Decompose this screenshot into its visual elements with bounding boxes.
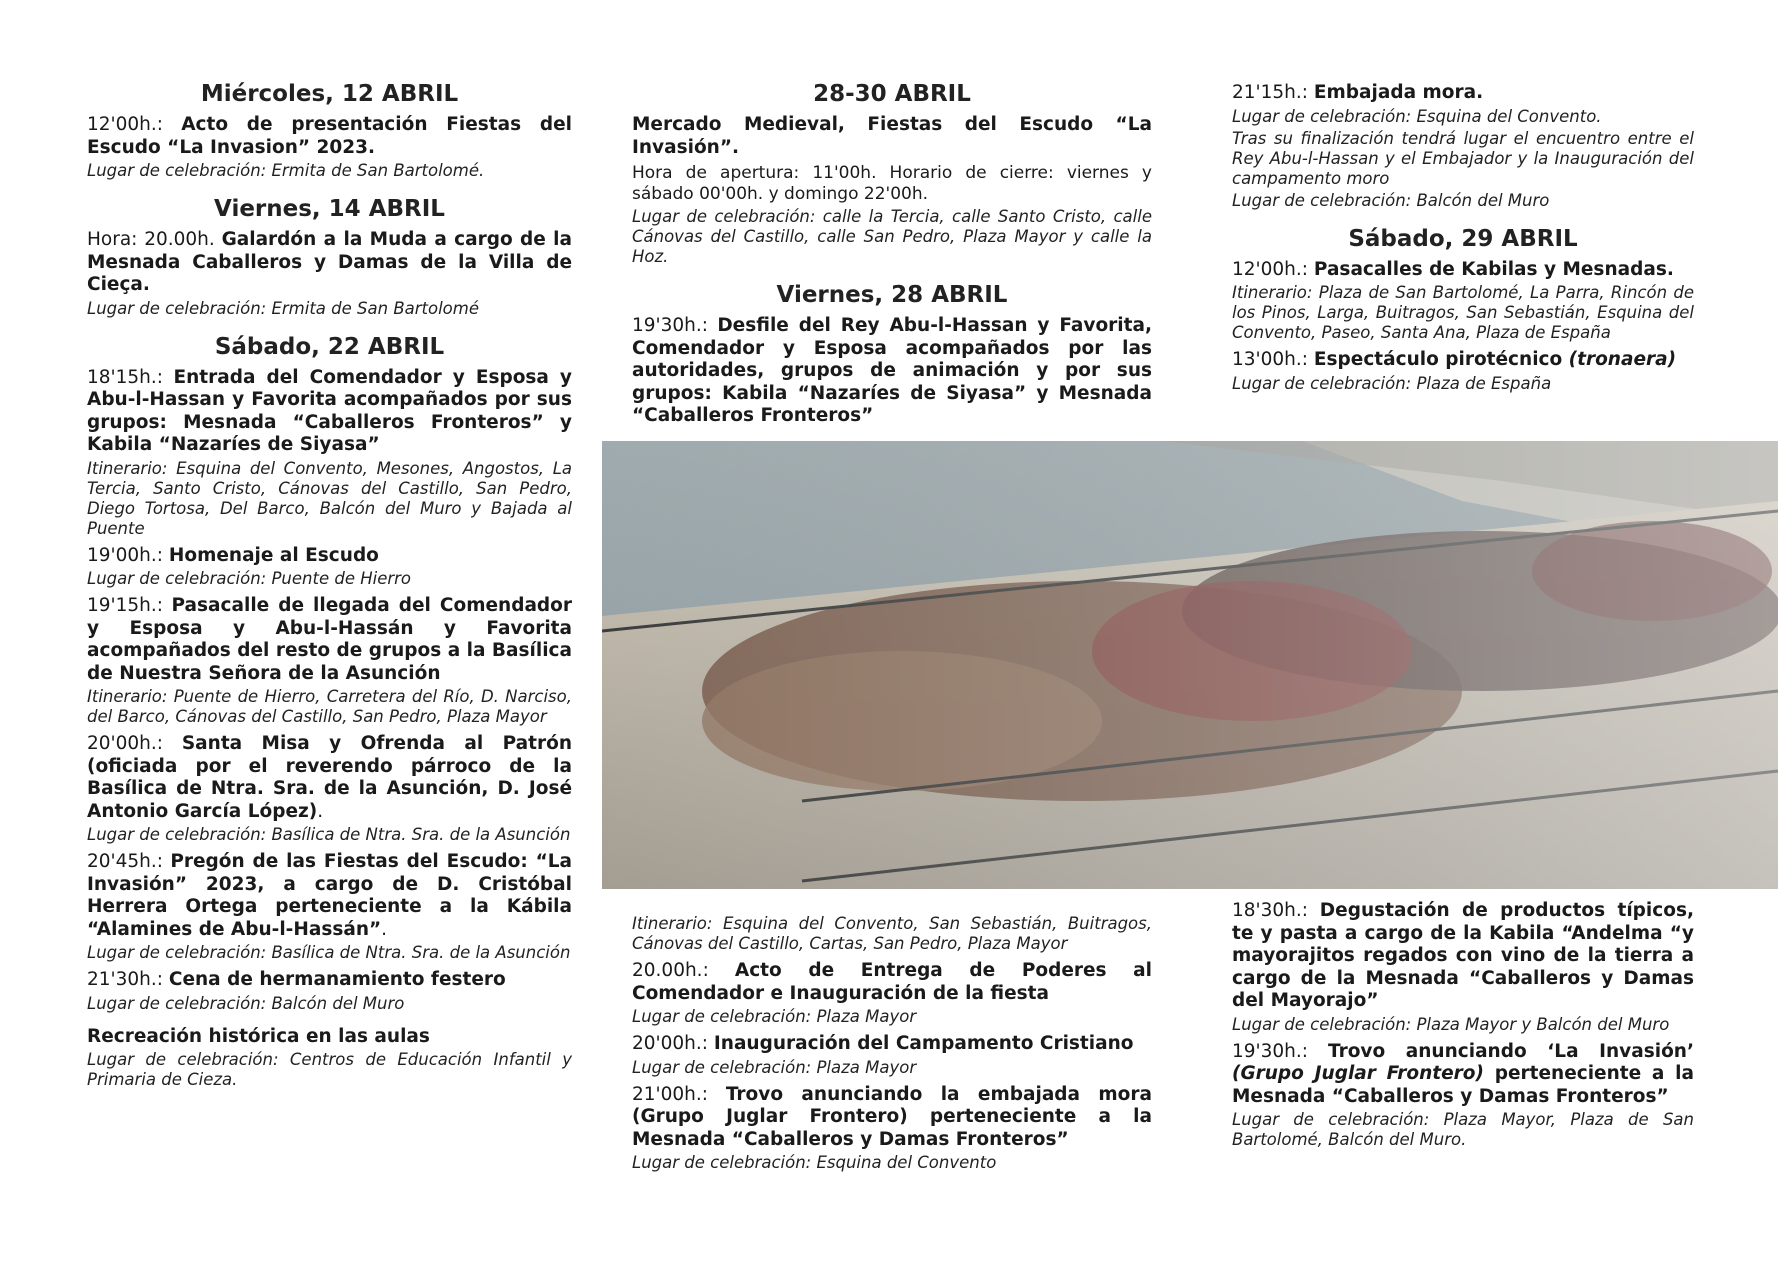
event-location: Lugar de celebración: Basílica de Ntra. Sra. de la Asunción	[87, 943, 571, 962]
event-title-italic: (Grupo Juglar Frontero)	[1232, 1063, 1484, 1084]
event-title: Inauguración del Campamento Cristiano	[713, 1033, 1134, 1054]
event-time: 12'00h.:	[87, 114, 182, 135]
day-heading: 28-30 ABRIL	[813, 81, 971, 107]
event-entry	[632, 315, 1152, 428]
column-left	[87, 80, 572, 1096]
event-entry	[87, 367, 572, 539]
event-time: 18'30h.:	[1232, 900, 1320, 921]
event-location: Lugar de celebración: Plaza de España	[1232, 373, 1552, 393]
day-heading: Miércoles, 12 ABRIL	[200, 81, 459, 107]
event-title: perteneciente a la Mesnada “Caballeros y Damas Fronteros”	[1232, 1063, 1694, 1107]
event-location: Lugar de celebración: Ermita de San Bartolomé	[87, 298, 480, 318]
event-entry	[632, 1033, 1152, 1078]
event-title: Galardón a la Muda a cargo de la Mesnada Caballeros y Damas de la Villa de Cieça.	[87, 229, 572, 295]
event-time: Hora: 20.00h.	[87, 229, 222, 250]
bridge-parade-image	[602, 441, 1778, 889]
event-title: Trovo anunciando ‘La Invasión’	[1328, 1040, 1694, 1062]
event-itinerary: Itinerario: Esquina del Convento, San Sebastián, Buitragos, Cánovas del Castillo, Cartas, San Pedro, Plaza Mayor	[632, 914, 1152, 953]
event-title-italic: (tronaera)	[1568, 349, 1677, 370]
day-heading: Viernes, 14 ABRIL	[214, 196, 445, 222]
event-time: 19'00h.:	[87, 544, 169, 566]
event-time: 20'00h.:	[632, 1033, 714, 1054]
event-hours: Hora de apertura: 11'00h. Horario de cierre: viernes y sábado 00'00h. y domingo 22'00h.	[632, 163, 1152, 204]
event-time: 19'30h.:	[1232, 1040, 1329, 1062]
event-title: Homenaje al Escudo	[168, 544, 379, 566]
event-time: 13'00h.:	[1232, 349, 1314, 370]
event-entry	[87, 1026, 572, 1091]
event-title: Santa Misa y Ofrenda al Patrón (oficiada por el reverendo párroco de la Basílica de Ntra. Sra. de la Asunción, D. José Antonio García López)	[87, 733, 572, 822]
event-time: 21'30h.:	[87, 969, 169, 990]
event-location: Lugar de celebración: Puente de Hierro	[87, 569, 412, 588]
event-itinerary: Itinerario: Puente de Hierro, Carretera del Río, D. Narciso, del Barco, Cánovas del Castillo, San Pedro, Plaza Mayor	[87, 687, 572, 726]
event-location: Lugar de celebración: Ermita de San Bartolomé.	[87, 161, 485, 180]
event-title: Embajada mora.	[1313, 82, 1484, 103]
event-location: Lugar de celebración: Plaza Mayor	[632, 1007, 917, 1026]
event-location: Lugar de celebración: Esquina del Convento.	[1232, 106, 1602, 126]
event-entry	[1232, 82, 1694, 211]
event-time: 12'00h.:	[1232, 258, 1314, 280]
event-location: Lugar de celebración: Balcón del Muro	[87, 993, 405, 1013]
event-entry	[87, 229, 572, 319]
event-time: 18'15h.:	[87, 366, 174, 388]
smoke	[602, 441, 1778, 889]
event-location: Lugar de celebración: Plaza Mayor y Balcón del Muro	[1232, 1014, 1670, 1034]
event-title: Espectáculo pirotécnico	[1313, 349, 1569, 370]
column-middle	[632, 80, 1152, 434]
event-entry	[1232, 349, 1694, 394]
event-location: Lugar de celebración: Plaza Mayor, Plaza de San Bartolomé, Balcón del Muro.	[1232, 1110, 1694, 1149]
event-title: Entrada del Comendador y Esposa y Abu-l-Hassan y Favorita acompañados por sus grupos: Mesnada “Caballeros Fronteros” y Kabila “Nazaríes de Siyasa”	[87, 366, 572, 455]
event-time: 21'00h.:	[632, 1083, 726, 1105]
column-right-bottom	[1232, 900, 1694, 1156]
festival-photo	[602, 441, 1778, 889]
event-time: 19'15h.:	[87, 595, 172, 616]
event-title: Pasacalles de Kabilas y Mesnadas.	[1313, 258, 1674, 280]
event-title: Cena de hermanamiento festero	[168, 969, 506, 990]
event-entry	[87, 969, 572, 1014]
event-punct: .	[317, 800, 324, 822]
event-entry	[632, 114, 1152, 267]
event-time: 20'00h.:	[87, 733, 182, 754]
event-title: Acto de Entrega de Poderes al Comendador e Inauguración de la fiesta	[632, 960, 1153, 1004]
event-location: Lugar de celebración: Plaza Mayor	[632, 1057, 917, 1077]
event-entry	[87, 545, 572, 590]
column-right	[1232, 82, 1694, 400]
event-entry	[1232, 1041, 1694, 1151]
event-entry	[87, 851, 572, 963]
event-entry	[1232, 259, 1694, 344]
event-title: Trovo anunciando la embajada mora (Grupo Juglar Frontero) perteneciente a la Mesnada “Caballeros y Damas Fronteros”	[632, 1083, 1153, 1150]
event-title: Desfile del Rey Abu-l-Hassan y Favorita, Comendador y Esposa acompañados por las autoridades, grupos de animación y por sus grupos: Kabila “Nazaríes de Siyasa” y Mesnada “Caballeros Fronteros”	[632, 315, 1152, 426]
event-location: Lugar de celebración: Balcón del Muro	[1232, 190, 1550, 210]
event-entry	[87, 114, 572, 181]
event-time: 21'15h.:	[1232, 82, 1314, 103]
event-title: Recreación histórica en las aulas	[87, 1025, 430, 1047]
event-location: Lugar de celebración: Esquina del Convento	[632, 1153, 997, 1172]
event-entry	[87, 595, 572, 727]
event-title: Pasacalle de llegada del Comendador y Esposa y Abu-l-Hassán y Favorita acompañados del resto de grupos a la Basílica de Nuestra Señora de la Asunción	[87, 595, 573, 684]
event-time: 19'30h.:	[632, 315, 718, 336]
event-entry	[632, 960, 1152, 1027]
event-title: Acto de presentación Fiestas del Escudo “La Invasion” 2023.	[87, 114, 572, 158]
event-time: 20'45h.:	[87, 851, 171, 872]
event-location: Lugar de celebración: calle la Tercia, calle Santo Cristo, calle Cánovas del Castillo, calle San Pedro, Plaza Mayor y calle la Hoz.	[632, 207, 1152, 266]
event-location: Lugar de celebración: Centros de Educación Infantil y Primaria de Cieza.	[87, 1050, 572, 1089]
day-heading: Viernes, 28 ABRIL	[776, 282, 1008, 308]
event-itinerary: Itinerario: Plaza de San Bartolomé, La Parra, Rincón de los Pinos, Larga, Buitragos, San Sebastián, Esquina del Convento, Paseo, Santa Ana, Plaza de España	[1232, 283, 1694, 342]
column-middle-bottom	[632, 912, 1152, 1179]
event-entry	[87, 733, 572, 845]
event-title: Mercado Medieval, Fiestas del Escudo “La Invasión”.	[632, 114, 1152, 158]
event-location: Lugar de celebración: Basílica de Ntra. Sra. de la Asunción	[87, 825, 571, 844]
day-heading: Sábado, 22 ABRIL	[214, 333, 445, 360]
event-note: Tras su finalización tendrá lugar el encuentro entre el Rey Abu-l-Hassan y el Embajador y la Inauguración del campamento moro	[1232, 128, 1694, 188]
event-punct: .	[381, 918, 388, 940]
event-time: 20.00h.:	[632, 960, 735, 981]
event-title: Degustación de productos típicos, te y pasta a cargo de la Kabila “Andelma “y mayorajitos regados con vino de la tierra a cargo de la Mesnada “Caballeros y Damas del Mayorajo”	[1232, 900, 1694, 1011]
event-entry	[1232, 900, 1694, 1035]
event-itinerary: Itinerario: Esquina del Convento, Mesones, Angostos, La Tercia, Santo Cristo, Cánovas del Castillo, San Pedro, Diego Tortosa, Del Barco, Balcón del Muro y Bajada al Puente	[87, 458, 572, 538]
event-entry	[632, 1084, 1152, 1174]
day-heading: Sábado, 29 ABRIL	[1348, 225, 1578, 252]
event-title: Pregón de las Fiestas del Escudo: “La Invasión” 2023, a cargo de D. Cristóbal Herrera Ortega perteneciente a la Kábila “Alamines de Abu-l-Hassán”	[87, 851, 573, 940]
